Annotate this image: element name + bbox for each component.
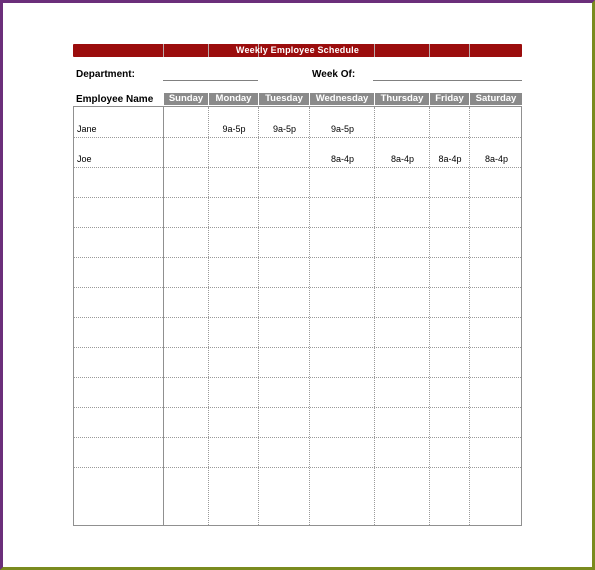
column-divider — [208, 107, 209, 525]
row-divider — [74, 227, 521, 228]
row-divider — [74, 287, 521, 288]
row-divider — [74, 467, 521, 468]
column-divider — [429, 107, 430, 525]
schedule-title-bar — [73, 44, 522, 57]
day-header-monday: Monday — [208, 93, 258, 105]
row-divider — [74, 197, 521, 198]
row-divider — [74, 377, 521, 378]
column-divider — [469, 107, 470, 525]
row-divider — [74, 167, 521, 168]
schedule-title: Weekly Employee Schedule — [235, 45, 360, 55]
schedule-grid — [73, 106, 522, 526]
schedule-table — [73, 92, 522, 526]
week-of-field[interactable] — [373, 80, 522, 81]
employee-name-header: Employee Name — [76, 94, 154, 105]
row-divider — [74, 437, 521, 438]
week-of-label: Week Of: — [312, 69, 356, 80]
shift-cell-saturday[interactable]: 8a-4p — [484, 154, 509, 164]
day-header-friday: Friday — [429, 93, 469, 105]
row-divider — [74, 257, 521, 258]
department-label: Department: — [76, 69, 135, 80]
employee-name-cell[interactable]: Jane — [77, 124, 97, 134]
department-field[interactable] — [163, 80, 258, 81]
row-divider — [74, 317, 521, 318]
day-header-tuesday: Tuesday — [258, 93, 309, 105]
day-header-wednesday: Wednesday — [309, 93, 374, 105]
employee-name-cell[interactable]: Joe — [77, 154, 92, 164]
day-header-sunday: Sunday — [163, 93, 208, 105]
shift-cell-monday[interactable]: 9a-5p — [222, 124, 246, 134]
shift-cell-thursday[interactable]: 8a-4p — [390, 154, 415, 164]
day-header-saturday: Saturday — [469, 93, 522, 105]
column-divider — [374, 107, 375, 525]
row-divider — [74, 347, 521, 348]
shift-cell-wednesday[interactable]: 9a-5p — [330, 124, 355, 134]
column-divider — [163, 107, 164, 525]
shift-cell-friday[interactable]: 8a-4p — [438, 154, 462, 164]
shift-cell-wednesday[interactable]: 8a-4p — [330, 154, 355, 164]
column-divider — [309, 107, 310, 525]
row-divider — [74, 137, 521, 138]
shift-cell-tuesday[interactable]: 9a-5p — [272, 124, 297, 134]
column-divider — [258, 107, 259, 525]
day-header-thursday: Thursday — [374, 93, 429, 105]
row-divider — [74, 407, 521, 408]
